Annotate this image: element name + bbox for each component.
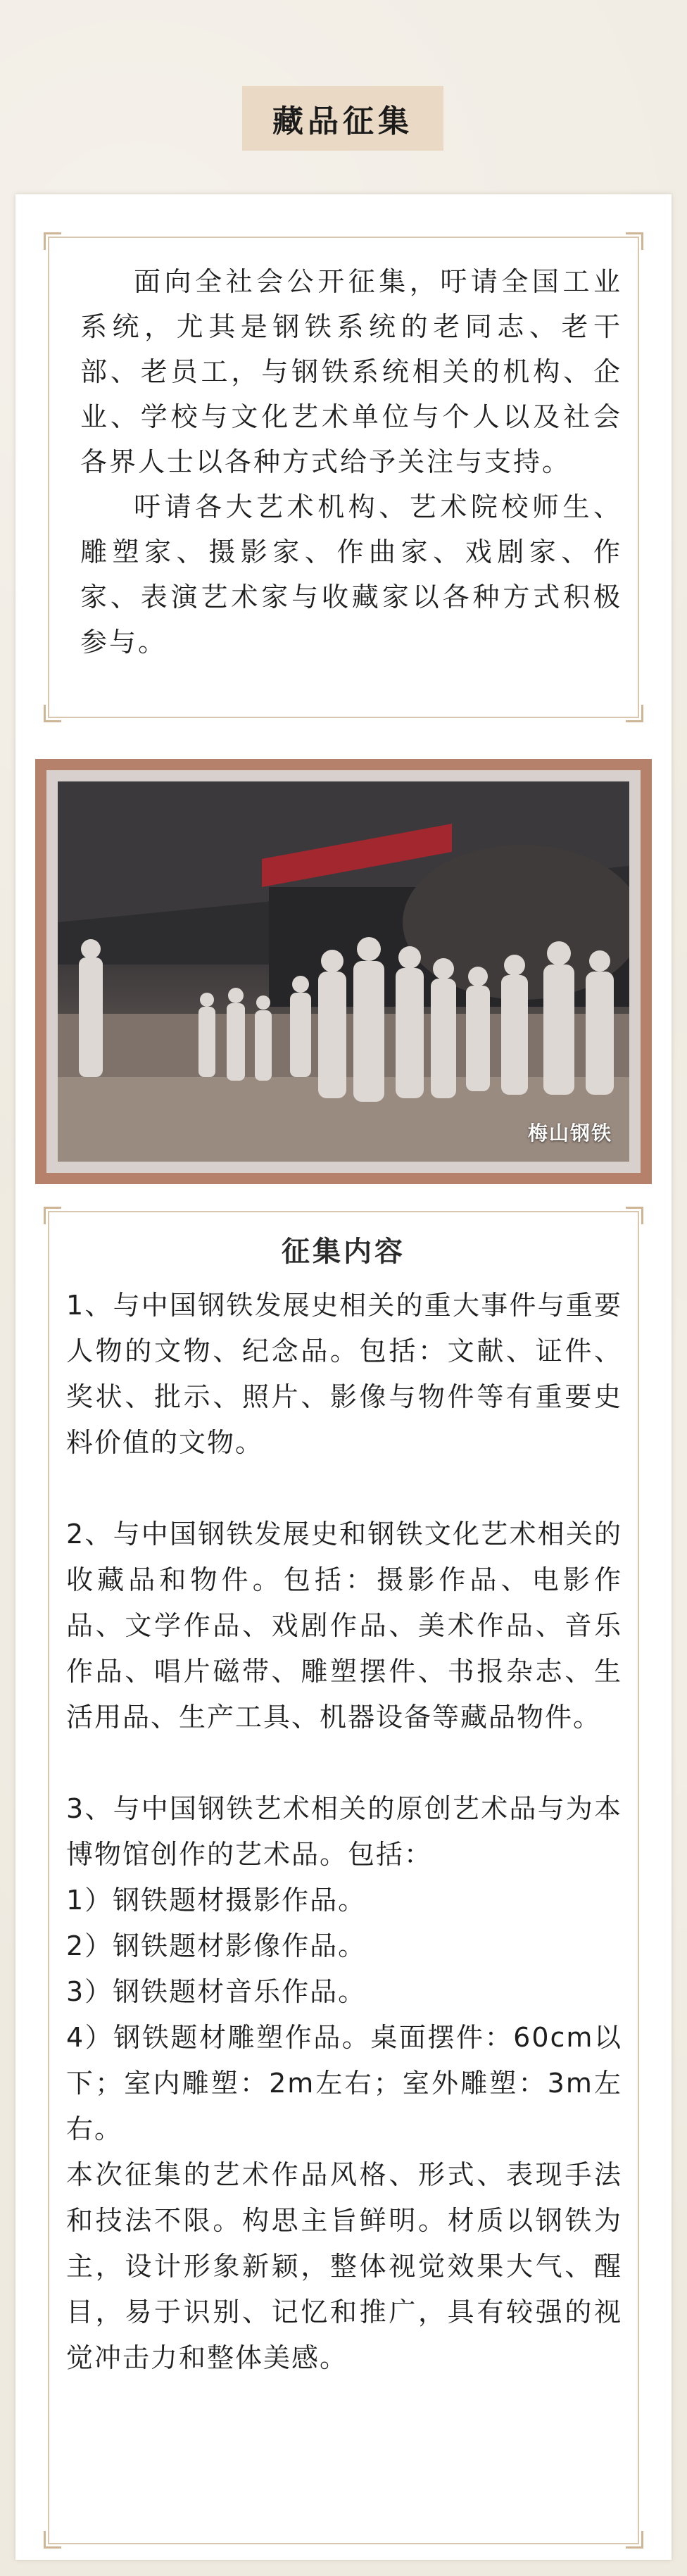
sculpture-scene-image (58, 781, 629, 1162)
collection-subitem-2: 2）钢铁题材影像作品。 (66, 1930, 367, 1961)
collection-heading: 征集内容 (282, 1236, 405, 1268)
photo-caption: 梅山钢铁 (527, 1121, 612, 1145)
paragraph-spacer (66, 1740, 622, 1786)
collection-subitem-1: 1）钢铁题材摄影作品。 (66, 1885, 367, 1916)
photo-mat (46, 770, 641, 1173)
frame-corner-ornament (44, 2531, 61, 2549)
frame-corner-ornament (626, 2531, 643, 2549)
content-card (15, 194, 672, 2560)
collection-subitem-3: 3）钢铁题材音乐作品。 (66, 1976, 367, 2007)
collection-item-3: 3、与中国钢铁艺术相关的原创艺术品与为本博物馆创作的艺术品。包括： (66, 1793, 622, 1870)
collection-items (66, 1283, 622, 2381)
intro-text (80, 259, 622, 665)
frame-corner-ornament (44, 232, 61, 250)
page-title: 藏品征集 (272, 103, 413, 139)
collection-item-1: 1、与中国钢铁发展史相关的重大事件与重要人物的文物、纪念品。包括：文献、证件、奖状、批示、照片、影像与物件等有重要史料价值的文物。 (66, 1290, 622, 1458)
collection-subitem-4: 4）钢铁题材雕塑作品。桌面摆件：60cm以下；室内雕塑：2m左右；室外雕塑：3m左右。 (66, 2022, 622, 2144)
title-badge (235, 79, 450, 158)
collection-item-2: 2、与中国钢铁发展史和钢铁文化艺术相关的收藏品和物件。包括：摄影作品、电影作品、文学作品、戏剧作品、美术作品、音乐作品、唱片磁带、雕塑摆件、书报杂志、生活用品、生产工具、机器设备等藏品物件。 (66, 1519, 622, 1733)
frame-corner-ornament (626, 705, 643, 722)
exhibition-photo (58, 781, 629, 1162)
paragraph-spacer (66, 1466, 622, 1512)
frame-corner-ornament (626, 232, 643, 250)
intro-paragraph-2: 吁请各大艺术机构、艺术院校师生、雕塑家、摄影家、作曲家、戏剧家、作家、表演艺术家与收藏家以各种方式积极参与。 (80, 491, 622, 658)
frame-corner-ornament (44, 1207, 61, 1224)
photo-frame (35, 759, 652, 1184)
frame-corner-ornament (44, 705, 61, 722)
frame-corner-ornament (626, 1207, 643, 1224)
intro-paragraph-1: 面向全社会公开征集，吁请全国工业系统，尤其是钢铁系统的老同志、老干部、老员工，与钢铁系统相关的机构、企业、学校与文化艺术单位与个人以及社会各界人士以各种方式给予关注与支持。 (80, 266, 622, 477)
collection-closing: 本次征集的艺术作品风格、形式、表现手法和技法不限。构思主旨鲜明。材质以钢铁为主，设计形象新颖，整体视觉效果大气、醒目，易于识别、记忆和推广，具有较强的视觉冲击力和整体美感。 (66, 2159, 622, 2373)
